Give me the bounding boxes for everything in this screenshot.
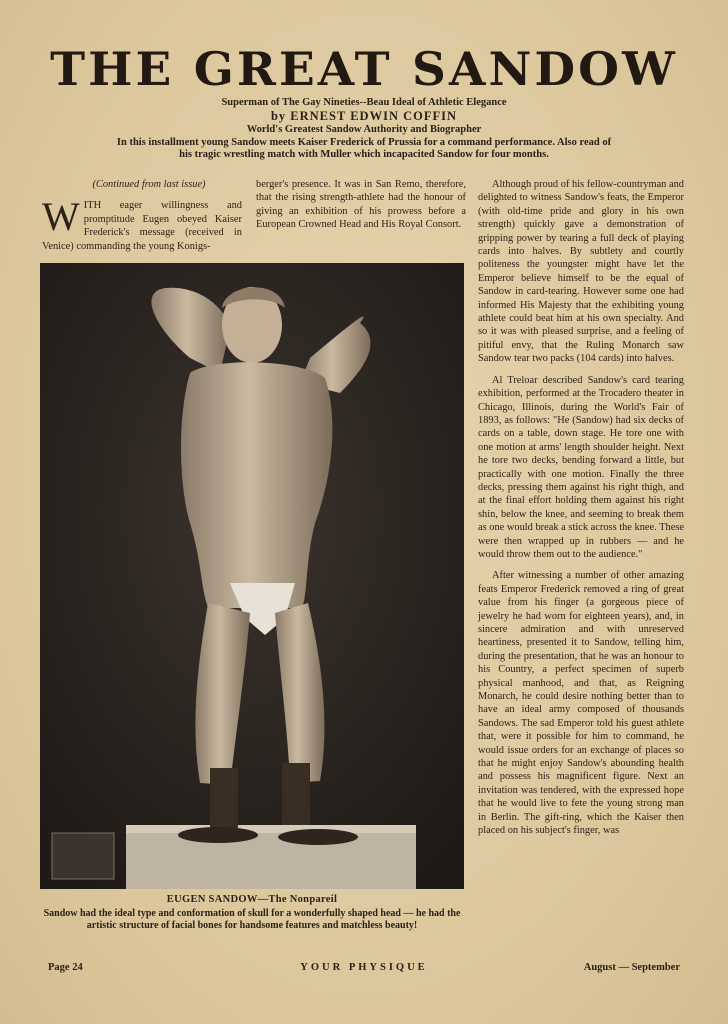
issue-date: August — September (583, 962, 680, 973)
right-paragraph-3: After witnessing a number of other amazing feats Emperor Frederick removed a ring of great value from his finger (a gorgeous piece of jewelry he had worn for eighteen years), and, in sincere admiration and with unreserved heartiness, presented it to Sandow, telling him, during the presentation, that he was an honour to his Country, a perfect specimen of superb physical manhood, and that, as Reigning Monarch, he could desire nothing better than to have an ideal army composed of thousands Sandows. The sad Emperor told his guest athlete that, were it possible for him to command, he would issue orders for an exchange of places so that he might enjoy Sandow's abounding health and possess his magnificent figure. Next an invitation was tendered, with the expressed hope that he would live to fete the young strong man in Berlin. The gift-ring, which the Kaiser then placed on his subject's finger, was (478, 570, 684, 837)
left-paragraph-text: ITH eager willingness and promptitude Eugen obeyed Kaiser Frederick's message (received in Venice) commanding the young Konigs- (42, 200, 242, 252)
middle-paragraph: berger's presence. It was in San Remo, therefore, that the rising strength-athlete had the honour of giving an exhibition of his prowess before a European Crowned Head and His Royal Consort. (256, 179, 466, 231)
drop-cap: W (42, 194, 80, 240)
article-byline: by ERNEST EDWIN COFFIN (270, 109, 458, 123)
left-paragraph (42, 194, 242, 253)
author-title: World's Greatest Sandow Authority and Biographer (246, 124, 482, 135)
article-title: THE GREAT SANDOW (50, 42, 678, 96)
column-middle (256, 178, 466, 240)
magazine-name: YOUR PHYSIQUE (300, 962, 428, 973)
continued-note: (Continued from last issue) (92, 179, 206, 190)
column-left (42, 178, 242, 261)
right-paragraph-2: Al Treloar described Sandow's card tearing exhibition, performed at the Trocadero theater in Chicago, Illinois, during the World's Fair of 1893, as follows: "He (Sandow) had six decks of cards on a table, down stage. He tore one with one motion at arms' length shoulder height. Next he tore two decks, bending forward a little, but practically with one motion. Finally the three decks, pressing them against his right thigh, and at the final effort holding them against his right shin, below the knee, and seeming to break them as one would break a stick across the knee. These were then wrapped up in rubbers — and he would throw them out to the audience." (478, 374, 684, 560)
article-intro: In this installment young Sandow meets Kaiser Frederick of Prussia for a command performance. Also read of his tragic wrestling match with Muller which incapacited Sandow for four months. (116, 137, 612, 160)
sandow-photograph (40, 263, 464, 889)
right-paragraph-1: Although proud of his fellow-countryman and delighted to witness Sandow's feats, the Emperor (with old-time pride and glory in his own strength) quickly gave a demonstration of gripping power by tearing a full deck of playing cards into halves. By subtlety and courtly politeness the youngster might have let the Emperor believe himself to be the equal of Sandow in card-tearing. However some one had informed His Majesty that the exhibiting young athlete could beat him at his own specialty. And so it was with pleased surprise, and a feeling of pitiful envy, that the Ruling Monarch saw Sandow tear two packs (104 cards) into halves. (478, 179, 684, 365)
article-subtitle: Superman of The Gay Nineties--Beau Ideal of Athletic Elegance (221, 97, 507, 108)
sandow-figure-illustration (40, 263, 464, 889)
photo-caption-title: EUGEN SANDOW—The Nonpareil (166, 894, 338, 905)
photo-caption-text: Sandow had the ideal type and conformation of skull for a wonderfully shaped head — he had the artistic structure of facial bones for handsome features and matchless beauty! (43, 908, 461, 931)
page-number: Page 24 (48, 962, 83, 973)
column-right (478, 178, 684, 846)
